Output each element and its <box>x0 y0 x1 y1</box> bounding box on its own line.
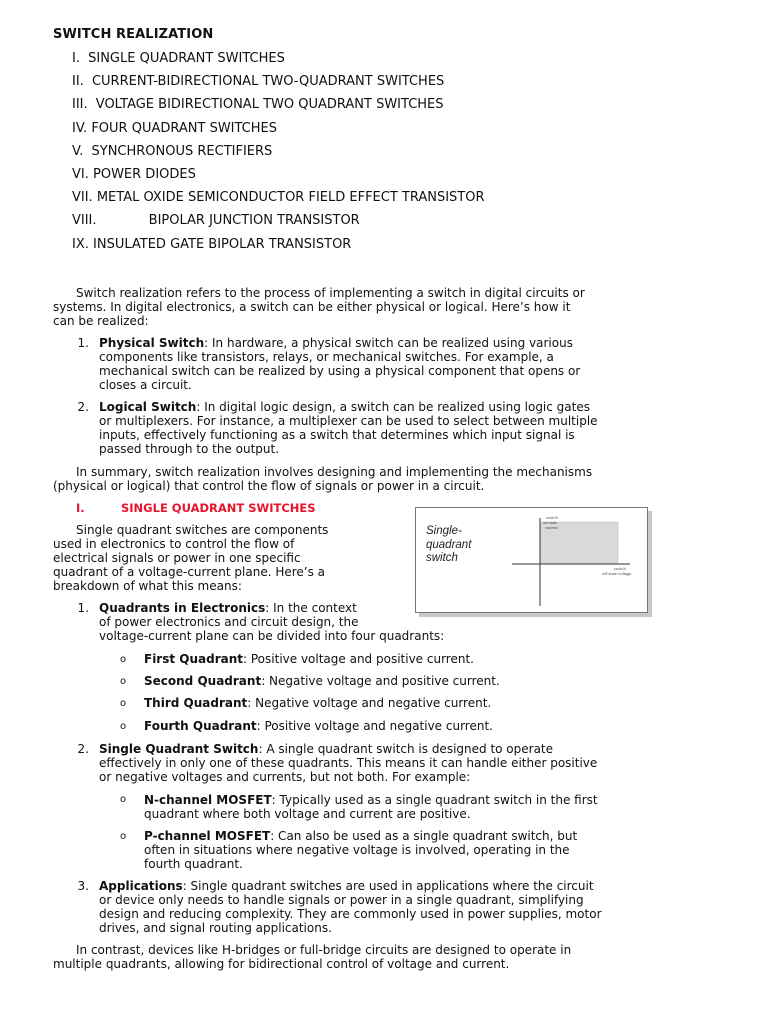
mosfet-name: P-channel MOSFET <box>144 829 271 843</box>
quadrant-name: Fourth Quadrant <box>144 719 257 733</box>
toc-number: VII. <box>72 190 93 206</box>
toc-item <box>72 96 485 119</box>
toc-item <box>72 120 485 143</box>
list-item <box>99 601 357 615</box>
list-item-text: : In the context <box>265 601 357 615</box>
mosfet-name: N-channel MOSFET <box>144 793 272 807</box>
toc-text: FOUR QUADRANT SWITCHES <box>91 120 278 136</box>
figure-label: quadrant <box>426 539 472 551</box>
quadrant-description: : Negative voltage and negative current. <box>247 696 492 710</box>
list-item-term: Physical Switch <box>99 336 205 350</box>
document-heading: SWITCH REALIZATION <box>53 27 214 42</box>
quadrant-description: : Negative voltage and positive current. <box>261 674 500 688</box>
bullet-icon: o <box>120 698 127 709</box>
list-item-text: or device only needs to handle signals or power in a single quadrant, simplifying <box>99 893 584 907</box>
list-item-text: : In hardware, a physical switch can be realized using various <box>204 336 573 350</box>
quadrant-item <box>144 696 491 710</box>
list-number: 2. <box>77 400 89 414</box>
toc-item <box>72 236 485 259</box>
toc-text: SINGLE QUADRANT SWITCHES <box>88 51 285 66</box>
toc-text: METAL OXIDE SEMICONDUCTOR FIELD EFFECT TRANSISTOR <box>96 190 485 206</box>
intro-line: can be realized: <box>53 314 149 328</box>
toc-text: CURRENT-BIDIRECTIONAL TWO-QUADRANT SWITCHES <box>91 74 445 90</box>
quadrant-item <box>144 652 474 666</box>
mosfet-description: quadrant where both voltage and current are positive. <box>144 807 471 821</box>
list-item-term: Applications <box>99 879 183 893</box>
bullet-icon: o <box>120 721 127 732</box>
list-item-text: inputs, effectively functioning as a switch that determines which input signal is <box>99 428 575 442</box>
intro-line: Switch realization refers to the process of implementing a switch in digital circuits or <box>76 286 585 300</box>
sq-intro-line: used in electronics to control the flow of <box>53 537 295 551</box>
list-item-text: drives, and signal routing applications. <box>99 921 332 935</box>
toc-number: III. <box>72 97 88 113</box>
list-item-text: design and reducing complexity. They are commonly used in power supplies, motor <box>99 907 602 921</box>
bullet-icon: o <box>120 831 127 842</box>
list-item-text: or multiplexers. For instance, a multiplexer can be used to select between multiple <box>99 414 598 428</box>
toc-item <box>72 189 485 212</box>
current-axis-label: switch <box>546 515 558 520</box>
list-number: 1. <box>77 336 89 350</box>
toc-number: IV. <box>72 120 88 136</box>
toc-text: POWER DIODES <box>93 166 196 182</box>
mosfet-description: often in situations where negative voltage is involved, operating in the <box>144 843 570 857</box>
sq-intro-line: quadrant of a voltage-current plane. Here’s a <box>53 565 326 579</box>
intro-line: systems. In digital electronics, a switch can be either physical or logical. Here’s how it <box>53 300 571 314</box>
list-item <box>99 336 573 350</box>
toc-number: II. <box>72 74 84 90</box>
mosfet-description: fourth quadrant. <box>144 857 243 871</box>
list-item <box>99 400 590 414</box>
current-axis-label: current <box>545 525 558 530</box>
list-item-text: effectively in only one of these quadrants. This means it can handle either positive <box>99 756 598 770</box>
summary-line: In summary, switch realization involves designing and implementing the mechanisms <box>76 465 593 479</box>
toc-number: IX. <box>72 236 89 252</box>
section-title: SINGLE QUADRANT SWITCHES <box>121 501 316 515</box>
toc-item <box>72 212 485 235</box>
mosfet-item <box>144 829 577 843</box>
contrast-line: multiple quadrants, allowing for bidirectional control of voltage and current. <box>53 957 510 971</box>
list-item-text: of power electronics and circuit design, the <box>99 615 359 629</box>
list-item <box>99 879 594 893</box>
toc-number: I. <box>72 51 80 66</box>
quadrant-diagram <box>416 508 647 612</box>
list-item-term: Single Quadrant Switch <box>99 742 259 756</box>
quadrant-name: Second Quadrant <box>144 674 262 688</box>
figure-label: Single- <box>426 525 462 537</box>
toc-item <box>72 143 485 166</box>
toc-item <box>72 166 485 189</box>
toc-item <box>72 73 485 96</box>
voltage-axis-label: off-state voltage <box>602 571 632 576</box>
current-axis-label: on-state <box>543 520 558 525</box>
list-item-text: components like transistors, relays, or mechanical switches. For example, a <box>99 350 554 364</box>
sq-intro-line: breakdown of what this means: <box>53 579 242 593</box>
sq-intro-line: electrical signals or power in one specific <box>53 551 301 565</box>
toc-number: V. <box>72 143 84 159</box>
toc-text: SYNCHRONOUS RECTIFIERS <box>91 143 273 159</box>
bullet-icon: o <box>120 794 127 805</box>
list-item-text: voltage-current plane can be divided into four quadrants: <box>99 629 445 643</box>
list-item-term: Quadrants in Electronics <box>99 601 266 615</box>
voltage-axis-label: switch <box>614 566 626 571</box>
list-number: 1. <box>77 601 89 615</box>
list-item-text: or negative voltages and currents, but not both. For example: <box>99 770 471 784</box>
quadrant-item <box>144 719 493 733</box>
list-number: 2. <box>77 742 89 756</box>
quadrant-description: : Positive voltage and positive current. <box>243 652 474 666</box>
list-number: 3. <box>77 879 89 893</box>
contrast-line: In contrast, devices like H-bridges or full-bridge circuits are designed to operate in <box>76 943 572 957</box>
figure-label: switch <box>426 552 458 564</box>
single-quadrant-figure <box>415 507 648 613</box>
quadrant-name: First Quadrant <box>144 652 244 666</box>
summary-line: (physical or logical) that control the flow of signals or power in a circuit. <box>53 479 485 493</box>
quadrant-item <box>144 674 500 688</box>
mosfet-description: : Can also be used as a single quadrant switch, but <box>270 829 578 843</box>
list-item-text: : In digital logic design, a switch can be realized using logic gates <box>196 400 590 414</box>
bullet-icon: o <box>120 654 127 665</box>
toc-text: INSULATED GATE BIPOLAR TRANSISTOR <box>93 236 352 252</box>
mosfet-description: : Typically used as a single quadrant switch in the first <box>271 793 598 807</box>
list-item-text: : Single quadrant switches are used in applications where the circuit <box>182 879 594 893</box>
toc-item <box>72 50 485 73</box>
mosfet-item <box>144 793 598 807</box>
toc-number: VIII. <box>72 213 97 229</box>
list-item-text: : A single quadrant switch is designed to operate <box>258 742 554 756</box>
bullet-icon: o <box>120 676 127 687</box>
section-number: I. <box>76 501 85 515</box>
list-item-text: passed through to the output. <box>99 442 280 456</box>
toc-number: VI. <box>72 166 89 182</box>
quadrant-description: : Positive voltage and negative current. <box>256 719 493 733</box>
table-of-contents <box>72 50 485 259</box>
list-item <box>99 742 553 756</box>
toc-text: BIPOLAR JUNCTION TRANSISTOR <box>148 213 360 229</box>
toc-text: VOLTAGE BIDIRECTIONAL TWO QUADRANT SWITCHES <box>95 97 444 113</box>
list-item-text: closes a circuit. <box>99 378 192 392</box>
sq-intro-line: Single quadrant switches are components <box>76 523 329 537</box>
quadrant-name: Third Quadrant <box>144 696 248 710</box>
list-item-text: mechanical switch can be realized by using a physical component that opens or <box>99 364 581 378</box>
list-item-term: Logical Switch <box>99 400 197 414</box>
